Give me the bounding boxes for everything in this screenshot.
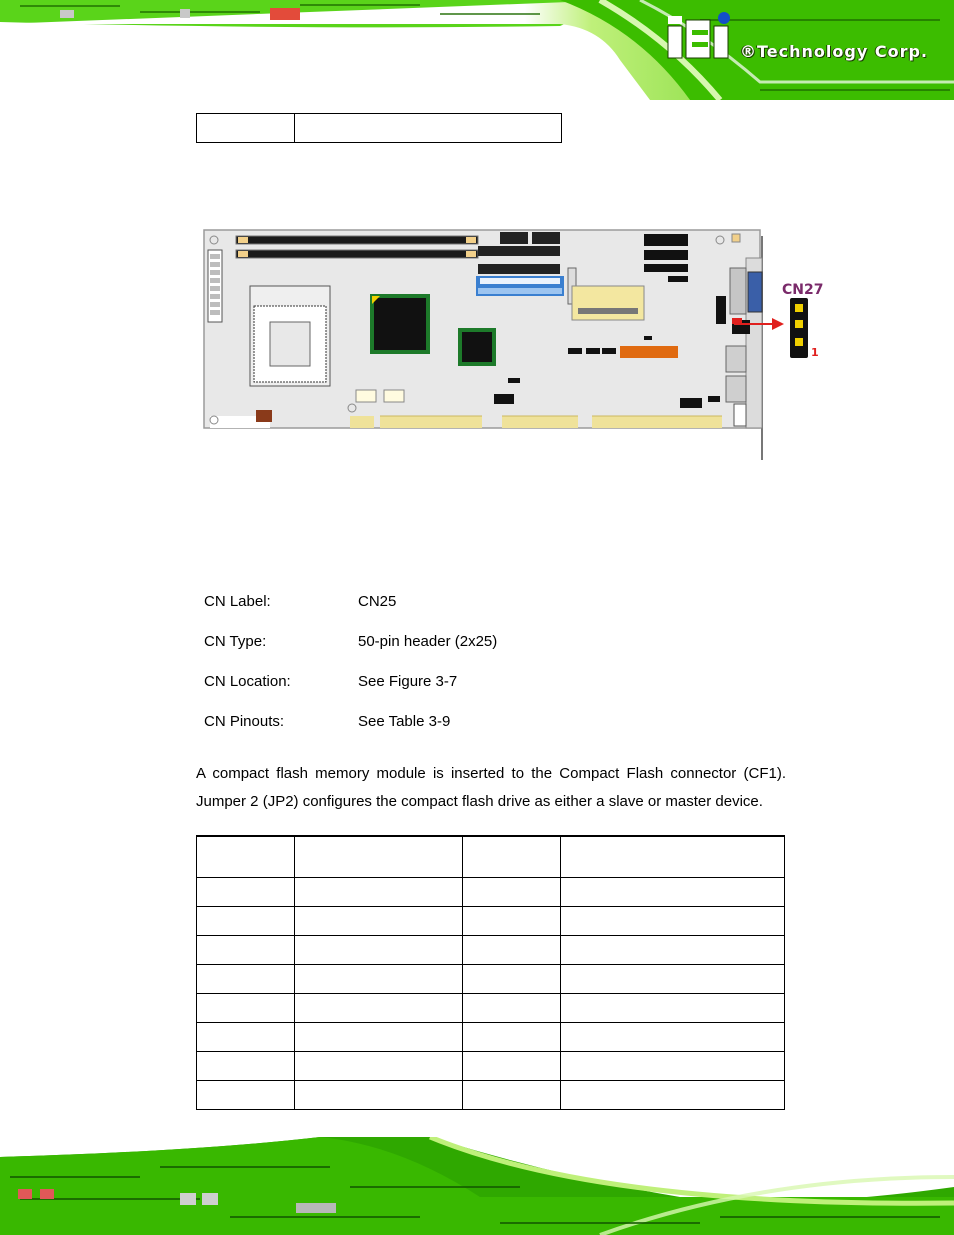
callout-label: CN27 bbox=[782, 282, 824, 298]
table-cell bbox=[561, 907, 785, 936]
table-row bbox=[197, 994, 785, 1023]
table-cell bbox=[463, 994, 561, 1023]
motherboard-diagram bbox=[202, 228, 832, 460]
table-cell bbox=[295, 1052, 463, 1081]
page-header bbox=[0, 0, 954, 100]
page-footer bbox=[0, 1137, 954, 1235]
table-cell bbox=[197, 836, 295, 878]
table-row bbox=[197, 1023, 785, 1052]
table-cell bbox=[561, 1081, 785, 1110]
table-cell bbox=[197, 965, 295, 994]
table-cell bbox=[197, 1052, 295, 1081]
table-cell bbox=[197, 994, 295, 1023]
table-cell bbox=[463, 907, 561, 936]
spec-label: CN Type: bbox=[204, 633, 267, 650]
brand-text: ®Technology Corp. bbox=[740, 42, 928, 61]
table-cell bbox=[295, 1081, 463, 1110]
table-cell bbox=[197, 878, 295, 907]
table-cell bbox=[561, 994, 785, 1023]
table-cell bbox=[463, 1081, 561, 1110]
spec-value: See Figure 3-7 bbox=[358, 673, 458, 690]
table-cell bbox=[197, 1081, 295, 1110]
table-cell bbox=[463, 1023, 561, 1052]
table-row bbox=[197, 114, 562, 143]
table-row bbox=[197, 965, 785, 994]
pinout-table bbox=[196, 835, 785, 1110]
table-row bbox=[197, 878, 785, 907]
table-cell bbox=[463, 936, 561, 965]
table-cell bbox=[295, 114, 562, 143]
spec-label: CN Location: bbox=[204, 673, 291, 690]
table-cell bbox=[295, 994, 463, 1023]
table-row bbox=[197, 1052, 785, 1081]
spec-value: See Table 3-9 bbox=[358, 713, 451, 730]
table-cell bbox=[561, 836, 785, 878]
table-cell bbox=[295, 836, 463, 878]
table-row bbox=[197, 907, 785, 936]
table-cell bbox=[197, 114, 295, 143]
spec-label: CN Label: bbox=[204, 593, 271, 610]
paragraph-line: Jumper 2 (JP2) configures the compact flash drive as either a slave or master device. bbox=[196, 793, 763, 810]
paragraph-line: A compact flash memory module is inserted to the Compact Flash connector (CF1). bbox=[196, 765, 786, 782]
table-cell bbox=[561, 936, 785, 965]
spec-value: 50-pin header (2x25) bbox=[358, 633, 498, 650]
board-figure bbox=[202, 228, 832, 465]
table-cell bbox=[463, 836, 561, 878]
table-cell bbox=[463, 1052, 561, 1081]
table-cell bbox=[295, 936, 463, 965]
spec-label: CN Pinouts: bbox=[204, 713, 285, 730]
table-cell bbox=[561, 1052, 785, 1081]
table-row bbox=[197, 936, 785, 965]
table-cell bbox=[463, 878, 561, 907]
body-paragraph bbox=[196, 760, 786, 816]
table-cell bbox=[295, 1023, 463, 1052]
table-cell bbox=[197, 907, 295, 936]
table-cell bbox=[295, 878, 463, 907]
table-header-row bbox=[197, 836, 785, 878]
table-cell bbox=[197, 1023, 295, 1052]
table-cell bbox=[295, 907, 463, 936]
pin-one-marker: 1 bbox=[811, 346, 819, 359]
table-cell bbox=[561, 1023, 785, 1052]
table-cell bbox=[197, 936, 295, 965]
table-cell bbox=[561, 878, 785, 907]
table-cell bbox=[561, 965, 785, 994]
spec-value: CN25 bbox=[358, 593, 397, 610]
table-cell bbox=[463, 965, 561, 994]
table-cell bbox=[295, 965, 463, 994]
continued-table bbox=[196, 113, 562, 143]
circuit-board-footer bbox=[0, 1137, 954, 1235]
table-row bbox=[197, 1081, 785, 1110]
